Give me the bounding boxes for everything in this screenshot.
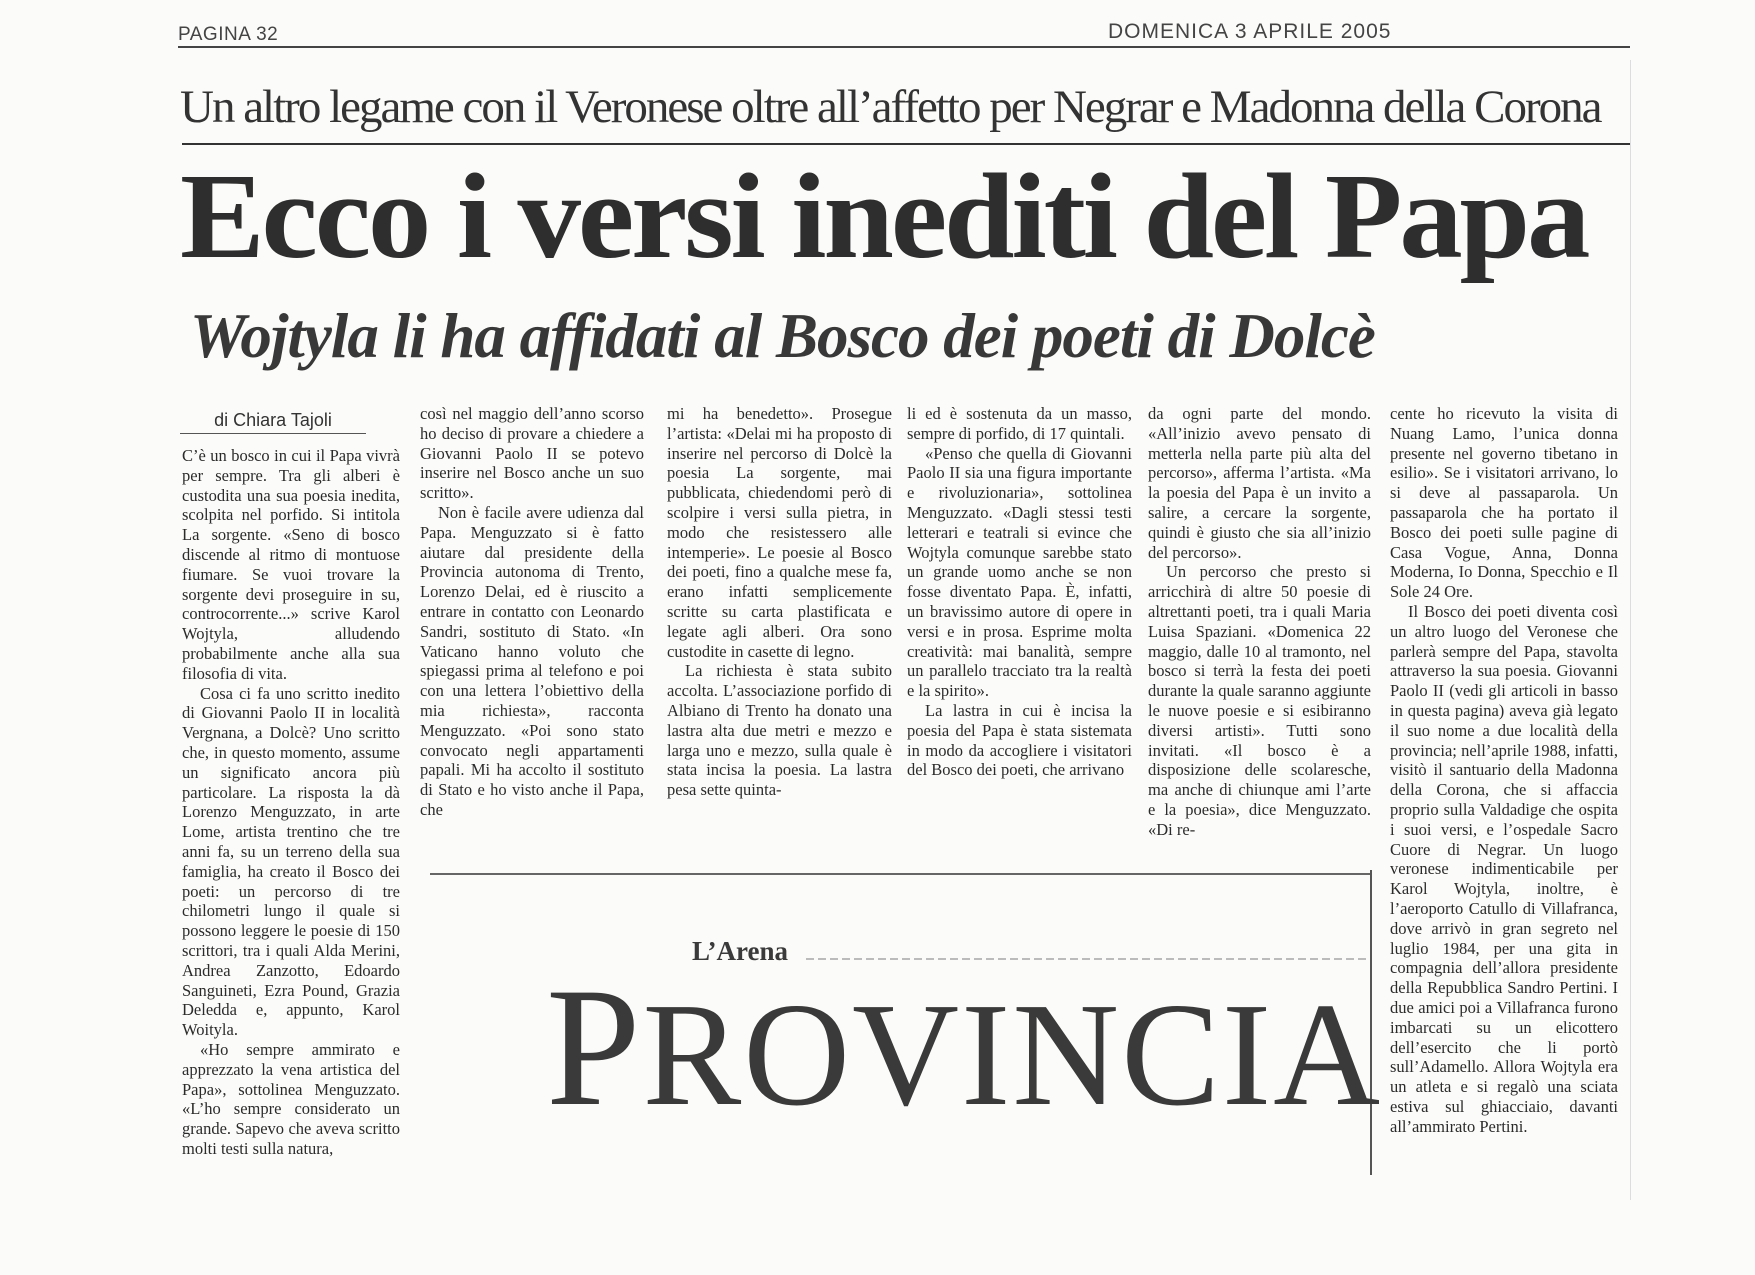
header-rule bbox=[178, 46, 1630, 48]
paragraph: La richiesta è stata subito accolta. L’associazione porfido di Albiano di Trento ha donato una lastra alta due metri e mezzo e larga uno e mezzo, sulla quale è stata incisa la poesia. La lastra pesa sette quinta- bbox=[667, 661, 892, 800]
article-subhead: Wojtyla li ha affidati al Bosco dei poeti di Dolcè bbox=[190, 301, 1375, 371]
paragraph: Un percorso che presto si arricchirà di altre 50 poesie di altrettanti poeti, tra i quali Maria Luisa Spaziani. «Domenica 22 maggio, dalle 10 al tramonto, nel bosco si terrà la festa dei poeti durante la quale saranno aggiunte le nuove poesie e si esibiranno diversi artisti». Tutti sono invitati. «Il bosco è a disposizione delle scolaresche, ma anche di chiunque ami l’arte e la poesia», dice Menguzzato. «Di re- bbox=[1148, 562, 1371, 839]
article-column-4 bbox=[907, 404, 1132, 780]
paragraph: «Penso che quella di Giovanni Paolo II sia una figura importante e rivoluzionaria», sottolinea Menguzzato. «Dagli stessi testi letterari e teatrali si evince che Wojtyla comunque sarebbe stato un grande uomo anche se non fosse diventato Papa. È, infatti, un bravissimo autore di opere in versi e in prosa. Esprime molta creatività: mai banalità, sempre un parallelo tracciato tra la realtà e la spirito». bbox=[907, 443, 1132, 701]
page-number: PAGINA 32 bbox=[178, 24, 279, 45]
article-column-6 bbox=[1390, 404, 1618, 1136]
section-divider bbox=[430, 873, 1370, 875]
byline: di Chiara Tajoli bbox=[180, 410, 366, 434]
paragraph: da ogni parte del mondo. «All’inizio avevo pensato di metterla nella parte più alta del percorso», afferma l’artista. «Ma la poesia del Papa è un invito a salire, a cercare la sorgente, quindi è giusto che sia all’inizio del percorso». bbox=[1148, 404, 1371, 562]
article-column-1 bbox=[182, 446, 400, 1159]
paragraph: Il Bosco dei poeti diventa così un altro luogo del Veronese che parlerà sempre del Papa, stavolta attraverso la sua poesia. Giovanni Paolo II (vedi gli articoli in basso in questa pagina) aveva già legato il suo nome a due località della provincia; nell’aprile 1988, infatti, visitò il santuario della Madonna della Corona, che si affaccia proprio sulla Valdadige che ospita i suoi versi, e l’ospedale Sacro Cuore di Negrar. Un luogo veronese indimenticabile per Karol Wojtyla, inoltre, è l’aeroporto Catullo di Villafranca, dove arrivò in gran segreto nel luglio 1984, per una gita in compagnia dell’allora presidente della Repubblica Sandro Pertini. I due amici poi a Villafranca furono imbarcati su un elicottero dell’esercito che li portò sull’Adamello. Allora Wojtyla era un atleta e si regalò una sciata estiva sul ghiacciaio, davanti all’ammirato Pertini. bbox=[1390, 601, 1618, 1136]
kicker-rule bbox=[182, 143, 1630, 145]
article-column-5 bbox=[1148, 404, 1371, 840]
paragraph: cente ho ricevuto la visita di Nuang Lamo, l’unica donna presente nel governo tibetano in esilio». Se i visitatori arrivano, lo si deve al passaparola. Un passaparola che ha portato il Bosco dei poeti sulle pagine di Casa Vogue, Anna, Donna Moderna, Io Donna, Specchio e Il Sole 24 Ore. bbox=[1390, 404, 1618, 602]
paragraph: Non è facile avere udienza dal Papa. Menguzzato si è fatto aiutare dal presidente della Provincia autonoma di Trento, Lorenzo Delai, ed è riuscito a entrare in contatto con Leonardo Sandri, sostituto di Stato. «In Vaticano hanno voluto che spiegassi prima al telefono e poi con una lettera l’obiettivo della mia richiesta», racconta Menguzzato. «Poi sono stato convocato negli appartamenti papali. Mi ha accolto il sostituto di Stato e ho visto anche il Papa, che bbox=[420, 502, 644, 819]
paragraph: così nel maggio dell’anno scorso ho deciso di provare a chiedere a Giovanni Paolo II se potevo inserire nel Bosco anche un suo scritto». bbox=[420, 404, 644, 503]
article-column-2 bbox=[420, 404, 644, 820]
paragraph: La lastra in cui è incisa la poesia del Papa è stata sistemata in modo da accogliere i visitatori del Bosco dei poeti, che arrivano bbox=[907, 700, 1132, 780]
section-title-initial: P bbox=[546, 953, 643, 1141]
section-title-rest: ROVINCIA bbox=[642, 973, 1383, 1137]
article-headline: Ecco i versi inediti del Papa bbox=[180, 149, 1588, 284]
article-column-3 bbox=[667, 404, 892, 800]
issue-date: DOMENICA 3 APRILE 2005 bbox=[1108, 20, 1392, 43]
paragraph: li ed è sostenuta da un masso, sempre di porfido, di 17 quintali. bbox=[907, 404, 1132, 443]
article-kicker: Un altro legame con il Veronese oltre all’affetto per Negrar e Madonna della Corona bbox=[180, 81, 1601, 133]
section-title bbox=[546, 950, 1382, 1145]
newspaper-name: L’Arena bbox=[692, 936, 789, 966]
paragraph: C’è un bosco in cui il Papa vivrà per sempre. Tra gli alberi è custodita una sua poesia inedita, scolpita nel porfido. Si intitola La sorgente. «Seno di bosco discende al ritmo di montuose fiumare. Se vuoi trovare la sorgente devi proseguire in su, controcorrente...» scrive Karol Wojtyla, alludendo probabilmente anche alla sua filosofia di vita. bbox=[182, 446, 400, 683]
paragraph: «Ho sempre ammirato e apprezzato la vena artistica del Papa», sottolinea Menguzzato. «L’ho sempre considerato un grande. Sapevo che aveva scritto molti testi sulla natura, bbox=[182, 1039, 400, 1158]
paragraph: Cosa ci fa uno scritto inedito di Giovanni Paolo II in località Vergnana, a Dolcè? Uno scritto che, in questo momento, assume un significato ancora più particolare. La risposta la dà Lorenzo Menguzzato, in arte Lome, artista trentino che tre anni fa, su un terreno della sua famiglia, ha creato il Bosco dei poeti: un percorso di tre chilometri lungo il quale si possono leggere le poesie di 150 scrittori, tra i quali Alda Merini, Andrea Zanzotto, Edoardo Sanguineti, Ezra Pound, Grazia Deledda e, appunto, Karol Woityla. bbox=[182, 683, 400, 1040]
paragraph: mi ha benedetto». Prosegue l’artista: «Delai mi ha proposto di inserire nel percorso di Dolcè la poesia La sorgente, mai pubblicata, chiedendomi però di scolpire i versi sulla pietra, in modo che resistessero alle intemperie». Le poesie al Bosco dei poeti, fino a qualche mese fa, erano infatti semplicemente scritte su carta plastificata e legate agli alberi. Ora sono custodite in casette di legno. bbox=[667, 404, 892, 661]
